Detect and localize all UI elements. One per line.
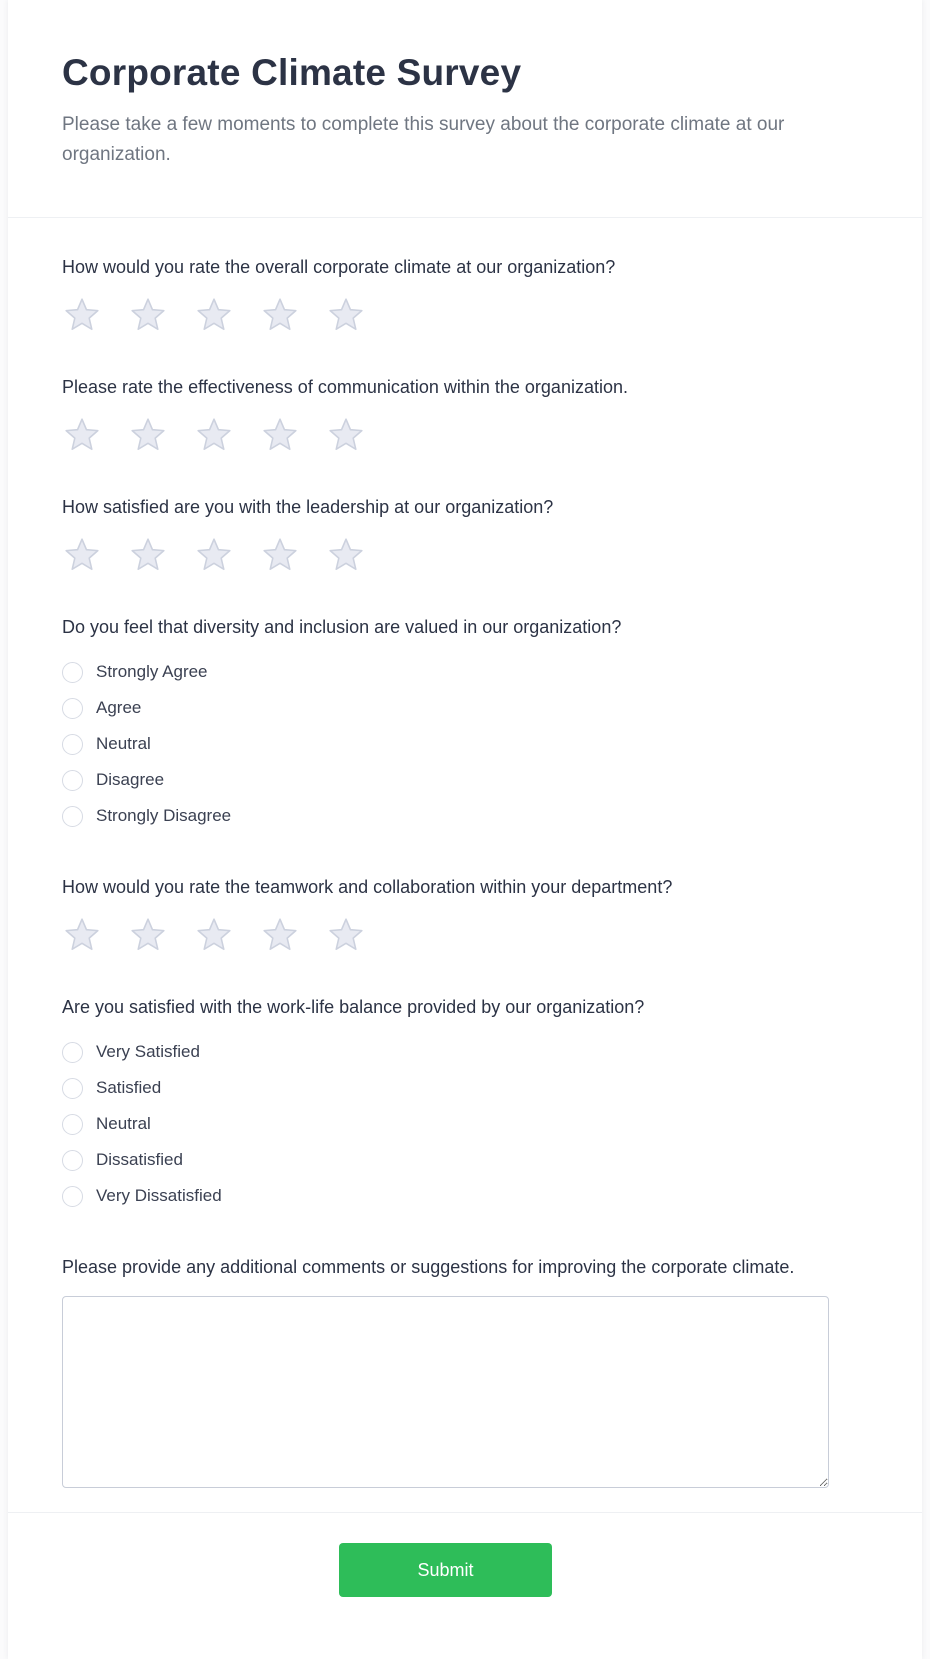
- star-icon[interactable]: [62, 536, 102, 574]
- star-icon[interactable]: [128, 536, 168, 574]
- radio-button-icon[interactable]: [62, 1186, 83, 1207]
- radio-option-label[interactable]: Strongly Agree: [96, 662, 208, 682]
- radio-button-icon[interactable]: [62, 770, 83, 791]
- star-icon[interactable]: [260, 416, 300, 454]
- question-teamwork: [62, 874, 829, 954]
- page-title: Corporate Climate Survey: [62, 52, 522, 93]
- radio-option[interactable]: [62, 798, 829, 834]
- radio-group: [62, 1034, 829, 1214]
- question-label: How would you rate the teamwork and collaboration within your department?: [62, 877, 673, 898]
- radio-option[interactable]: [62, 726, 829, 762]
- question-additional-comments: [62, 1254, 829, 1488]
- submit-row: [62, 1543, 829, 1597]
- star-icon[interactable]: [128, 296, 168, 334]
- radio-button-icon[interactable]: [62, 1114, 83, 1135]
- radio-option[interactable]: [62, 1034, 829, 1070]
- star-rating: [62, 916, 829, 954]
- star-icon[interactable]: [194, 296, 234, 334]
- question-label: How would you rate the overall corporate climate at our organization?: [62, 256, 616, 277]
- question-label: Are you satisfied with the work-life balance provided by our organization?: [62, 997, 645, 1018]
- star-icon[interactable]: [260, 916, 300, 954]
- radio-option[interactable]: [62, 654, 829, 690]
- question-leadership: [62, 494, 829, 574]
- star-rating: [62, 536, 829, 574]
- radio-option-label[interactable]: Very Satisfied: [96, 1042, 200, 1062]
- radio-option[interactable]: [62, 1070, 829, 1106]
- star-icon[interactable]: [128, 416, 168, 454]
- radio-option[interactable]: [62, 1106, 829, 1142]
- survey-card: [8, 0, 922, 1659]
- radio-option-label[interactable]: Dissatisfied: [96, 1150, 183, 1170]
- radio-button-icon[interactable]: [62, 806, 83, 827]
- star-icon[interactable]: [62, 916, 102, 954]
- radio-option-label[interactable]: Disagree: [96, 770, 165, 790]
- radio-option-label[interactable]: Neutral: [96, 734, 151, 754]
- star-icon[interactable]: [326, 296, 366, 334]
- star-icon[interactable]: [194, 536, 234, 574]
- page-subtitle: Please take a few moments to complete this survey about the corporate climate at our organization.: [62, 114, 785, 166]
- star-icon[interactable]: [62, 296, 102, 334]
- form-footer: [8, 1513, 922, 1659]
- star-icon[interactable]: [128, 916, 168, 954]
- question-label: Do you feel that diversity and inclusion are valued in our organization?: [62, 617, 622, 638]
- question-label: Please provide any additional comments or suggestions for improving the corporate climate.: [62, 1257, 795, 1278]
- form-body: [8, 218, 922, 1513]
- radio-option[interactable]: [62, 1142, 829, 1178]
- question-work-life-balance: [62, 994, 829, 1214]
- radio-group: [62, 654, 829, 834]
- star-icon[interactable]: [326, 416, 366, 454]
- form-header: [8, 0, 922, 217]
- radio-button-icon[interactable]: [62, 1042, 83, 1063]
- radio-button-icon[interactable]: [62, 662, 83, 683]
- radio-option[interactable]: [62, 690, 829, 726]
- textarea-wrap: [62, 1296, 829, 1488]
- radio-button-icon[interactable]: [62, 698, 83, 719]
- question-communication: [62, 374, 829, 454]
- comments-textarea[interactable]: [62, 1296, 829, 1488]
- radio-option-label[interactable]: Very Dissatisfied: [96, 1186, 222, 1206]
- radio-option-label[interactable]: Strongly Disagree: [96, 806, 232, 826]
- star-icon[interactable]: [62, 416, 102, 454]
- star-icon[interactable]: [326, 536, 366, 574]
- radio-button-icon[interactable]: [62, 1150, 83, 1171]
- question-label: Please rate the effectiveness of communication within the organization.: [62, 376, 628, 397]
- star-icon[interactable]: [194, 916, 234, 954]
- submit-button[interactable]: Submit: [339, 1543, 552, 1597]
- star-icon[interactable]: [260, 296, 300, 334]
- star-rating: [62, 416, 829, 454]
- radio-option[interactable]: [62, 1178, 829, 1214]
- radio-option[interactable]: [62, 762, 829, 798]
- radio-option-label[interactable]: Neutral: [96, 1114, 151, 1134]
- star-rating: [62, 296, 829, 334]
- star-icon[interactable]: [326, 916, 366, 954]
- question-label: How satisfied are you with the leadership at our organization?: [62, 496, 554, 517]
- star-icon[interactable]: [260, 536, 300, 574]
- radio-button-icon[interactable]: [62, 734, 83, 755]
- radio-option-label[interactable]: Agree: [96, 698, 142, 718]
- star-icon[interactable]: [194, 416, 234, 454]
- question-overall-climate: [62, 254, 829, 334]
- radio-button-icon[interactable]: [62, 1078, 83, 1099]
- question-diversity-inclusion: [62, 614, 829, 834]
- radio-option-label[interactable]: Satisfied: [96, 1078, 162, 1098]
